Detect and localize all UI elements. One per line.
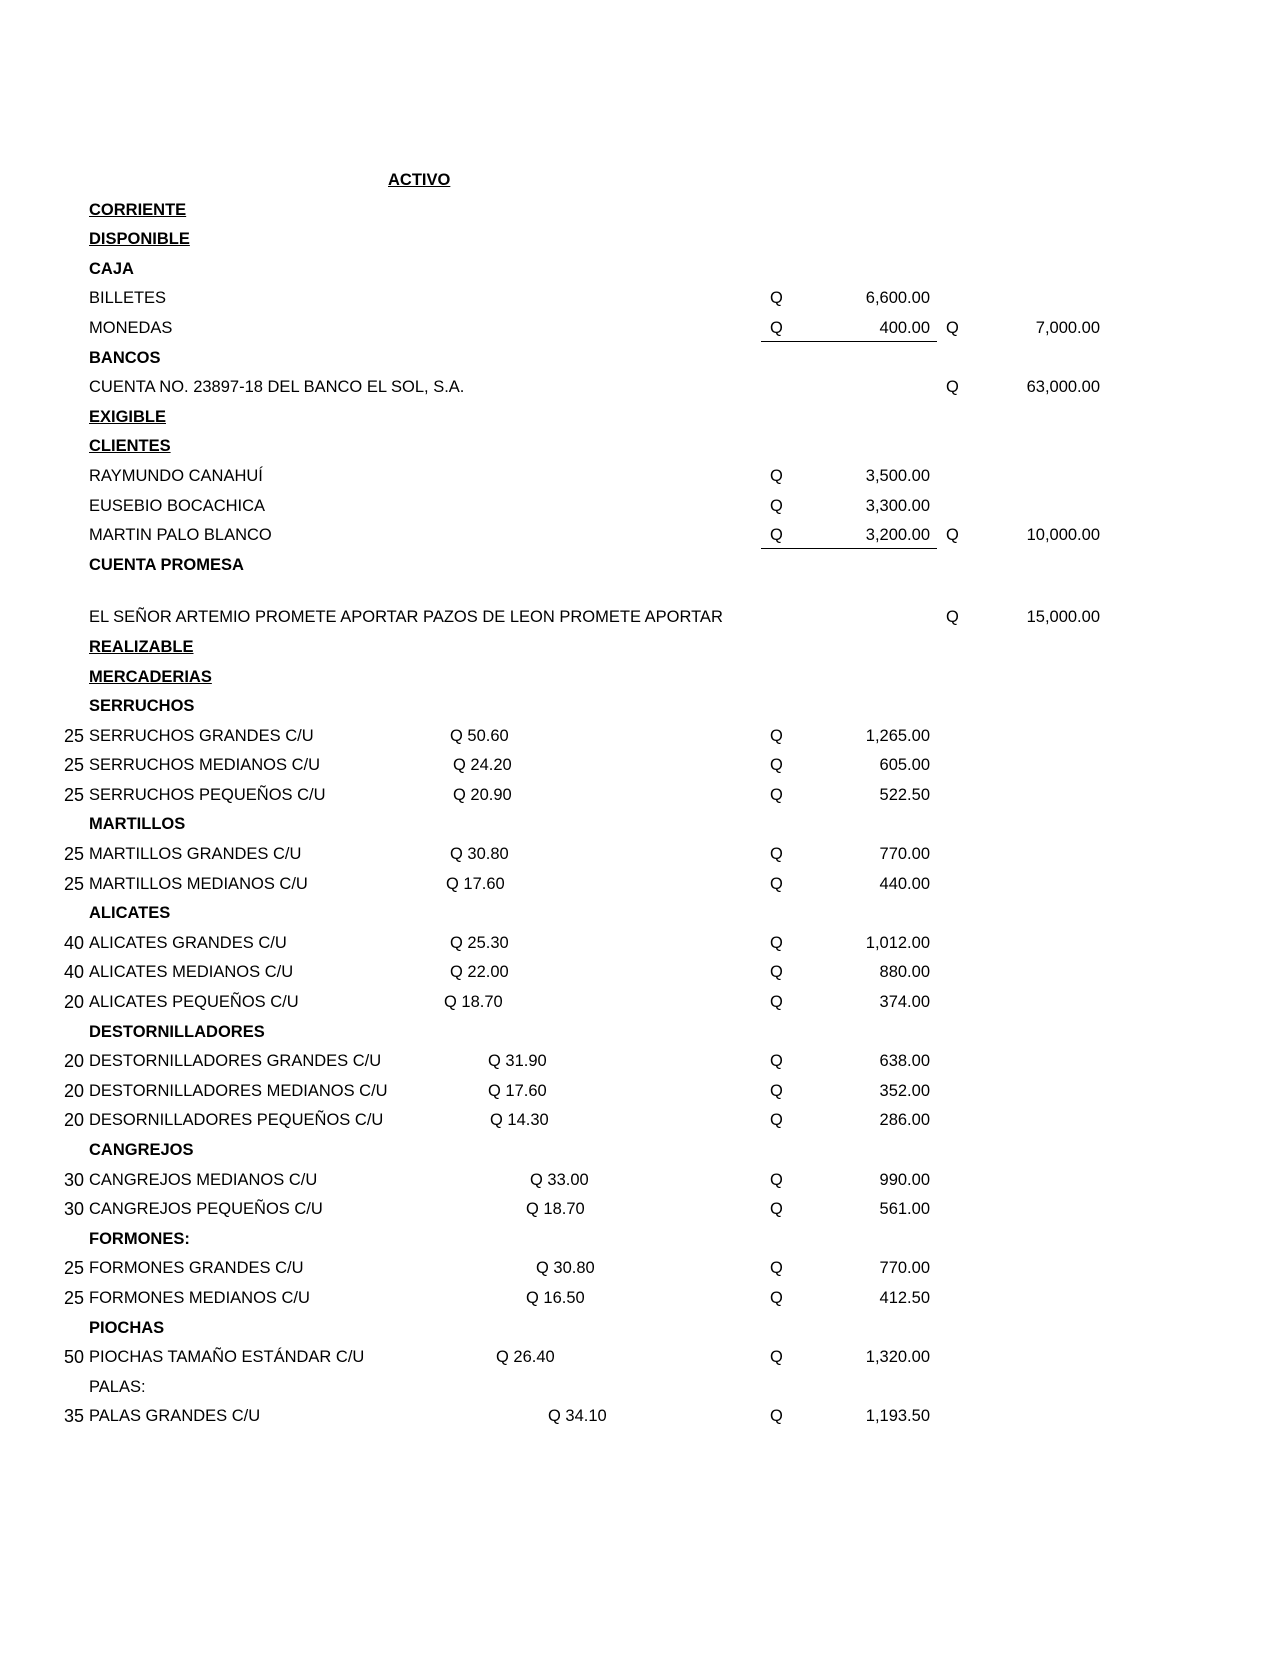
row-label: BANCOS bbox=[89, 348, 161, 367]
unit-price: Q 20.90 bbox=[453, 785, 512, 804]
unit-price: Q 31.90 bbox=[488, 1052, 547, 1071]
heading-row bbox=[0, 1018, 1280, 1048]
item-row bbox=[0, 1195, 1280, 1225]
row-label: DESTORNILLADORES GRANDES C/U bbox=[89, 1052, 382, 1071]
currency-symbol: Q bbox=[770, 1111, 783, 1130]
amount: 880.00 bbox=[879, 963, 930, 982]
account-row bbox=[0, 284, 1280, 314]
total-currency-symbol: Q bbox=[946, 378, 959, 397]
currency-symbol: Q bbox=[770, 1348, 783, 1367]
rows-container bbox=[0, 196, 1280, 1432]
amount: 400.00 bbox=[879, 318, 930, 337]
item-row bbox=[0, 988, 1280, 1018]
row-label: ALICATES GRANDES C/U bbox=[89, 933, 287, 952]
quantity: 25 bbox=[63, 725, 84, 746]
quantity: 40 bbox=[63, 962, 84, 983]
row-label: SERRUCHOS GRANDES C/U bbox=[89, 726, 314, 745]
total-amount: 10,000.00 bbox=[1026, 526, 1100, 545]
amount: 352.00 bbox=[879, 1081, 930, 1100]
account-row bbox=[0, 492, 1280, 522]
heading-row bbox=[0, 1136, 1280, 1166]
item-row bbox=[0, 958, 1280, 988]
amount: 3,500.00 bbox=[865, 466, 930, 485]
unit-price: Q 22.00 bbox=[450, 963, 509, 982]
heading-row bbox=[0, 196, 1280, 226]
amount: 1,320.00 bbox=[865, 1348, 930, 1367]
currency-symbol: Q bbox=[770, 1170, 783, 1189]
unit-price: Q 16.50 bbox=[526, 1288, 585, 1307]
row-label: ALICATES MEDIANOS C/U bbox=[89, 963, 294, 982]
currency-symbol: Q bbox=[770, 526, 783, 545]
row-label: MERCADERIAS bbox=[89, 667, 212, 686]
unit-price: Q 18.70 bbox=[444, 993, 503, 1012]
currency-symbol: Q bbox=[770, 726, 783, 745]
quantity: 20 bbox=[63, 1051, 84, 1072]
row-label: CUENTA PROMESA bbox=[89, 555, 244, 574]
row-label: SERRUCHOS MEDIANOS C/U bbox=[89, 756, 321, 775]
balance-sheet bbox=[0, 166, 1280, 1432]
item-row bbox=[0, 840, 1280, 870]
amount: 770.00 bbox=[879, 1259, 930, 1278]
item-row bbox=[0, 1047, 1280, 1077]
unit-price: Q 26.40 bbox=[496, 1348, 555, 1367]
currency-symbol: Q bbox=[770, 466, 783, 485]
item-row bbox=[0, 751, 1280, 781]
currency-symbol: Q bbox=[770, 756, 783, 775]
amount: 638.00 bbox=[879, 1052, 930, 1071]
heading-row bbox=[0, 551, 1280, 581]
amount: 440.00 bbox=[879, 874, 930, 893]
quantity: 40 bbox=[63, 932, 84, 953]
amount: 605.00 bbox=[879, 756, 930, 775]
heading-row bbox=[0, 1314, 1280, 1344]
unit-price: Q 50.60 bbox=[450, 726, 509, 745]
row-label: EXIGIBLE bbox=[89, 407, 167, 426]
amount: 3,200.00 bbox=[865, 526, 930, 545]
row-label: CUENTA NO. 23897-18 DEL BANCO EL SOL, S.A. bbox=[89, 378, 465, 397]
heading-row bbox=[0, 1225, 1280, 1255]
item-row bbox=[0, 722, 1280, 752]
quantity: 30 bbox=[63, 1169, 84, 1190]
unit-price: Q 18.70 bbox=[526, 1200, 585, 1219]
item-row bbox=[0, 1254, 1280, 1284]
row-label: EL SEÑOR ARTEMIO PROMETE APORTAR PAZOS DE LEON PROMETE APORTAR bbox=[89, 608, 723, 627]
amount: 1,265.00 bbox=[865, 726, 930, 745]
account-row bbox=[0, 373, 1280, 403]
account-row bbox=[0, 603, 1280, 633]
row-label: DESTORNILLADORES MEDIANOS C/U bbox=[89, 1081, 388, 1100]
quantity: 50 bbox=[63, 1347, 84, 1368]
quantity: 25 bbox=[63, 1258, 84, 1279]
unit-price: Q 33.00 bbox=[530, 1170, 589, 1189]
quantity: 30 bbox=[63, 1199, 84, 1220]
currency-symbol: Q bbox=[770, 874, 783, 893]
row-label: FORMONES GRANDES C/U bbox=[89, 1259, 304, 1278]
row-label: MARTIN PALO BLANCO bbox=[89, 526, 272, 545]
currency-symbol: Q bbox=[770, 993, 783, 1012]
row-label: PIOCHAS TAMAÑO ESTÁNDAR C/U bbox=[89, 1348, 365, 1367]
currency-symbol: Q bbox=[770, 496, 783, 515]
account-row bbox=[0, 1373, 1280, 1403]
item-row bbox=[0, 1402, 1280, 1432]
account-row bbox=[0, 462, 1280, 492]
total-currency-symbol: Q bbox=[946, 608, 959, 627]
amount: 1,193.50 bbox=[865, 1407, 930, 1426]
quantity: 25 bbox=[63, 844, 84, 865]
row-label: MARTILLOS MEDIANOS C/U bbox=[89, 874, 308, 893]
quantity: 25 bbox=[63, 873, 84, 894]
currency-symbol: Q bbox=[770, 1259, 783, 1278]
row-label: RAYMUNDO CANAHUÍ bbox=[89, 466, 263, 485]
row-label: REALIZABLE bbox=[89, 637, 194, 656]
item-row bbox=[0, 1284, 1280, 1314]
currency-symbol: Q bbox=[770, 1052, 783, 1071]
total-amount: 7,000.00 bbox=[1035, 318, 1100, 337]
title-row bbox=[0, 166, 1280, 196]
row-label: DISPONIBLE bbox=[89, 230, 190, 249]
total-currency-symbol: Q bbox=[946, 318, 959, 337]
currency-symbol: Q bbox=[770, 933, 783, 952]
quantity: 25 bbox=[63, 1287, 84, 1308]
quantity: 35 bbox=[63, 1406, 84, 1427]
currency-symbol: Q bbox=[770, 1200, 783, 1219]
row-label: DESORNILLADORES PEQUEÑOS C/U bbox=[89, 1111, 384, 1130]
account-row bbox=[0, 314, 1280, 344]
account-row bbox=[0, 521, 1280, 551]
row-label: PIOCHAS bbox=[89, 1318, 165, 1337]
unit-price: Q 17.60 bbox=[488, 1081, 547, 1100]
heading-row bbox=[0, 810, 1280, 840]
subtotal-underline bbox=[761, 548, 937, 549]
currency-symbol: Q bbox=[770, 1081, 783, 1100]
heading-row bbox=[0, 255, 1280, 285]
currency-symbol: Q bbox=[770, 785, 783, 804]
amount: 3,300.00 bbox=[865, 496, 930, 515]
unit-price: Q 14.30 bbox=[490, 1111, 549, 1130]
row-label: EUSEBIO BOCACHICA bbox=[89, 496, 266, 515]
amount: 1,012.00 bbox=[865, 933, 930, 952]
heading-row bbox=[0, 432, 1280, 462]
heading-row bbox=[0, 225, 1280, 255]
amount: 374.00 bbox=[879, 993, 930, 1012]
heading-row bbox=[0, 663, 1280, 693]
unit-price: Q 17.60 bbox=[446, 874, 505, 893]
quantity: 25 bbox=[63, 755, 84, 776]
quantity: 20 bbox=[63, 1080, 84, 1101]
amount: 6,600.00 bbox=[865, 289, 930, 308]
heading-row bbox=[0, 403, 1280, 433]
row-label: MARTILLOS bbox=[89, 815, 186, 834]
row-label: SERRUCHOS bbox=[89, 697, 195, 716]
quantity: 20 bbox=[63, 1110, 84, 1131]
item-row bbox=[0, 1166, 1280, 1196]
amount: 412.50 bbox=[879, 1288, 930, 1307]
amount: 770.00 bbox=[879, 845, 930, 864]
section-title: ACTIVO bbox=[388, 171, 451, 189]
total-amount: 63,000.00 bbox=[1026, 378, 1100, 397]
item-row bbox=[0, 1343, 1280, 1373]
row-label: CORRIENTE bbox=[89, 200, 187, 219]
currency-symbol: Q bbox=[770, 318, 783, 337]
row-label: ALICATES PEQUEÑOS C/U bbox=[89, 993, 299, 1012]
row-label: MARTILLOS GRANDES C/U bbox=[89, 845, 302, 864]
unit-price: Q 34.10 bbox=[548, 1407, 607, 1426]
currency-symbol: Q bbox=[770, 845, 783, 864]
row-label: MONEDAS bbox=[89, 318, 173, 337]
unit-price: Q 30.80 bbox=[450, 845, 509, 864]
subtotal-underline bbox=[761, 341, 937, 342]
amount: 990.00 bbox=[879, 1170, 930, 1189]
row-label: PALAS: bbox=[89, 1377, 146, 1396]
heading-row bbox=[0, 344, 1280, 374]
row-label: CANGREJOS MEDIANOS C/U bbox=[89, 1170, 318, 1189]
item-row bbox=[0, 870, 1280, 900]
row-label: FORMONES MEDIANOS C/U bbox=[89, 1288, 310, 1307]
item-row bbox=[0, 929, 1280, 959]
total-amount: 15,000.00 bbox=[1026, 608, 1100, 627]
row-label: CANGREJOS PEQUEÑOS C/U bbox=[89, 1200, 323, 1219]
currency-symbol: Q bbox=[770, 963, 783, 982]
heading-row bbox=[0, 633, 1280, 663]
item-row bbox=[0, 1106, 1280, 1136]
row-label: ALICATES bbox=[89, 904, 171, 923]
row-label: SERRUCHOS PEQUEÑOS C/U bbox=[89, 785, 326, 804]
unit-price: Q 30.80 bbox=[536, 1259, 595, 1278]
amount: 561.00 bbox=[879, 1200, 930, 1219]
row-label: FORMONES: bbox=[89, 1229, 190, 1248]
row-label: CANGREJOS bbox=[89, 1141, 194, 1159]
heading-row bbox=[0, 899, 1280, 929]
currency-symbol: Q bbox=[770, 289, 783, 308]
currency-symbol: Q bbox=[770, 1288, 783, 1307]
row-label: DESTORNILLADORES bbox=[89, 1022, 265, 1041]
unit-price: Q 25.30 bbox=[450, 933, 509, 952]
amount: 286.00 bbox=[879, 1111, 930, 1130]
unit-price: Q 24.20 bbox=[453, 756, 512, 775]
row-label: CLIENTES bbox=[89, 437, 171, 456]
item-row bbox=[0, 1077, 1280, 1107]
row-label: CAJA bbox=[89, 259, 134, 278]
total-currency-symbol: Q bbox=[946, 526, 959, 545]
quantity: 20 bbox=[63, 992, 84, 1013]
row-label: PALAS GRANDES C/U bbox=[89, 1407, 261, 1426]
currency-symbol: Q bbox=[770, 1407, 783, 1426]
quantity: 25 bbox=[63, 784, 84, 805]
item-row bbox=[0, 781, 1280, 811]
amount: 522.50 bbox=[879, 785, 930, 804]
heading-row bbox=[0, 692, 1280, 722]
row-label: BILLETES bbox=[89, 289, 167, 308]
